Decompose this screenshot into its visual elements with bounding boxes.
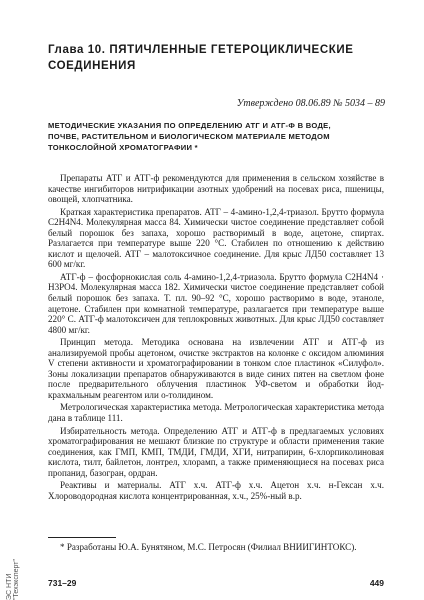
section-title: МЕТОДИЧЕСКИЕ УКАЗАНИЯ ПО ОПРЕДЕЛЕНИЮ АТГ И АТГ-Ф В ВОДЕ, ПОЧВЕ, РАСТИТЕЛЬНОМ И БИОЛОГИЧЕСКОМ МАТЕРИАЛЕ МЕТОДОМ ТОНКОСЛОЙНОЙ ХРОМАТОГРАФИИ * [48, 121, 331, 152]
paragraph-atg: Краткая характеристика препаратов. АТГ – 4-амино-1,2,4-триазол. Брутто формула C2H4N4. Молекулярная масса 84. Химически чистое соединение представляет собой белый порошок без запаха, хорошо растворимый в воде, ацетоне, спиртах. Разлагается при температуре выше 220 °С. Стабилен по отношению к действию кислот и щелочей. АТГ – малотоксичное соединение. Для крыс ЛД50 составляет 13 600 мг/кг. [48, 206, 384, 270]
page-code: 731–29 [48, 578, 77, 588]
chapter-title: Глава 10. ПЯТИЧЛЕННЫЕ ГЕТЕРОЦИКЛИЧЕСКИЕ СОЕДИНЕНИЯ [48, 44, 354, 72]
footnote-divider [48, 537, 116, 538]
paragraph-principle: Принцип метода. Методика основана на извлечении АТГ и АТГ-ф из анализируемой пробы ацетоном, очистке экстрактов на колонке с оксидом алюминия V степени активности и хроматографировании в тонком слое пластинок «Силуфол». Зоны локализации препаратов обнаруживаются в виде синих пятен на светлом фоне после предварительного облучения пластинок УФ-светом и обработки йод-крахмальным реагентом или о-толидином. [48, 337, 384, 400]
paragraph-atg-f: АТГ-ф – фосфорнокислая соль 4-амино-1,2,4-триазола. Брутто формула C2H4N4 · H3PO4. Молекулярная масса 182. Химически чистое соединение представляет собой белый порошок без запаха. Т. пл. 90–92 °С, хорошо растворимо в воде, этаноле, ацетоне. Стабилен при комнатной температуре, разлагается при температуре выше 220° С. АТГ-ф малотоксичен для теплокровных животных. Для крыс ЛД50 составляет 4800 мг/кг. [48, 271, 384, 335]
watermark: ЭС НТИ "Техэксперт" [6, 559, 20, 600]
paragraph-selectivity: Избирательность метода. Определению АТГ и АТГ-ф в предлагаемых условиях хроматографирования не мешают близкие по структуре и области применения такие соединения, как ГМП, КМП, ТМДИ, ГМДИ, ХГИ, нитрапирин, 6-хлорпиколиновая кислота, тилт, байлетон, лонтрел, хлорамп, а также применяющиеся на посевах риса пропанид, базогран, ордран. [48, 425, 384, 478]
footnote-text: * Разработаны Ю.А. Бунятяном, М.С. Петросян (Филиал ВНИИГИНТОКС). [60, 542, 357, 552]
paragraph-intro: Препараты АТГ и АТГ-ф рекомендуются для применения в сельском хозяйстве в качестве ингибиторов нитрификации азотных удобрений на посевах риса, пшеницы, овощей, хлопчатника. [48, 173, 384, 205]
page-number: 449 [369, 578, 384, 588]
paragraph-reagents: Реактивы и материалы. АТГ х.ч. АТГ-ф х.ч. Ацетон х.ч. н-Гексан х.ч. Хлороводородная кислота концентрированная, х.ч., 25%-ный в.р. [48, 480, 384, 501]
footnote [48, 542, 384, 553]
paragraph-metrology: Метрологическая характеристика метода. Метрологическая характеристика метода дана в таблице 111. [48, 402, 384, 424]
body-text [48, 173, 384, 503]
approval-line: Утверждено 08.06.89 № 5034 – 89 [236, 98, 385, 109]
